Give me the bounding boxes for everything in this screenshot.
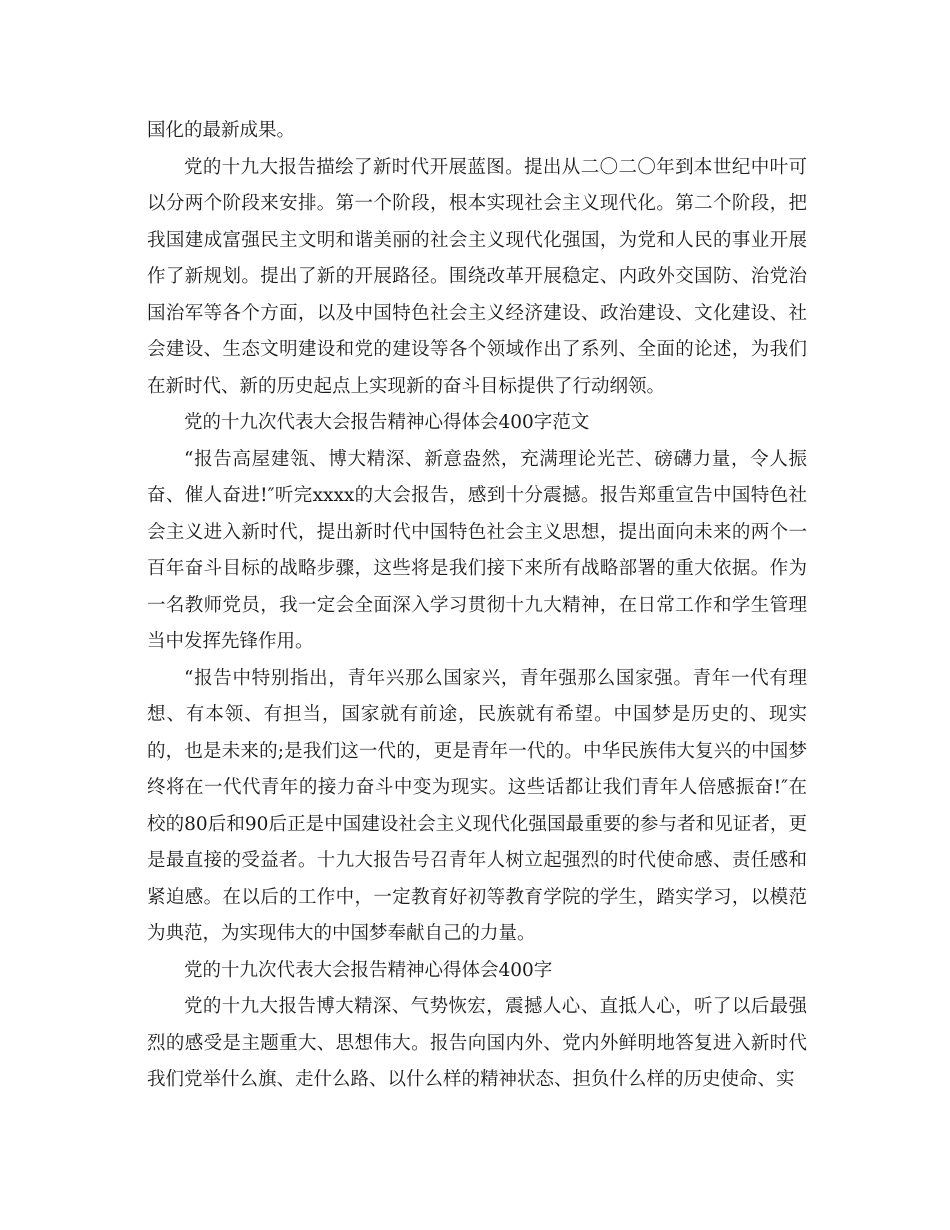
section-heading-1: 党的十九次代表大会报告精神心得体会400字范文: [184, 412, 590, 433]
paragraph-3: “报告高屋建瓴、博大精深、新意盎然，充满理论光芒、磅礴力量，令人振奋、催人奋进!″听完xxxx的大会报告，感到十分震撼。报告郑重宣告中国特色社会主义进入新时代，提出新时代中国特色社会主义思想，提出面向未来的两个一百年奋斗目标的战略步骤，这些将是我们接下来所有战略部署的重大依据。作为一名教师党员，我一定会全面深入学习贯彻十九大精神，在日常工作和学生管理当中发挥先锋作用。: [147, 448, 807, 652]
paragraph-4: “报告中特别指出，青年兴那么国家兴，青年强那么国家强。青年一代有理想、有本领、有担当，国家就有前途，民族就有希望。中国梦是历史的、现实的，也是未来的;是我们这一代的，更是青年一代的。中华民族伟大复兴的中国梦终将在一代代青年的接力奋斗中变为现实。这些话都让我们青年人倍感振奋!″在校的80后和90后正是中国建设社会主义现代化强国最重要的参与者和见证者，更是最直接的受益者。十九大报告号召青年人树立起强烈的时代使命感、责任感和紧迫感。在以后的工作中，一定教育好初等教育学院的学生，踏实学习，以模范为典范，为实现伟大的中国梦奉献自己的力量。: [147, 667, 807, 944]
paragraph-5: 党的十九大报告博大精深、气势恢宏，震撼人心、直抵人心，听了以后最强烈的感受是主题重大、思想伟大。报告向国内外、党内外鲜明地答复进入新时代我们党举什么旗、走什么路、以什么样的精神状态、担负什么样的历史使命、实: [147, 996, 807, 1090]
section-heading-2: 党的十九次代表大会报告精神心得体会400字: [184, 959, 553, 981]
document-body: [147, 113, 807, 1099]
paragraph-1: 国化的最新成果。: [147, 120, 296, 141]
paragraph-2: 党的十九大报告描绘了新时代开展蓝图。提出从二〇二〇年到本世纪中叶可以分两个阶段来安排。第一个阶段，根本实现社会主义现代化。第二个阶段，把我国建成富强民主文明和谐美丽的社会主义现代化强国，为党和人民的事业开展作了新规划。提出了新的开展路径。围绕改革开展稳定、内政外交国防、治党治国治军等各个方面，以及中国特色社会主义经济建设、政治建设、文化建设、社会建设、生态文明建设和党的建设等各个领域作出了系列、全面的论述，为我们在新时代、新的历史起点上实现新的奋斗目标提供了行动纲领。: [147, 156, 807, 397]
